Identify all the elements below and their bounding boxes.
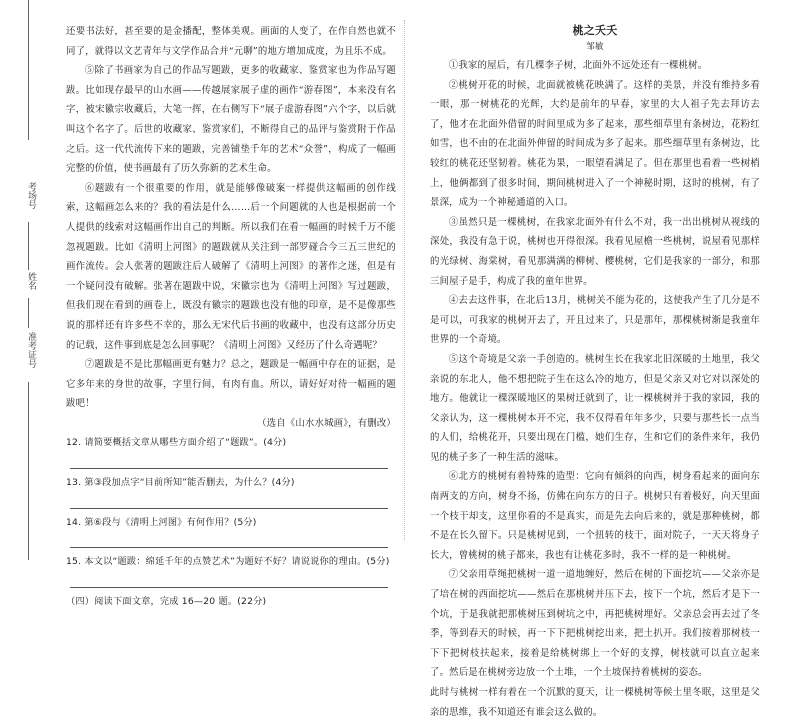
gutter-label-exam-room: 考场号 bbox=[26, 182, 36, 209]
left-column bbox=[66, 22, 396, 611]
right-paragraph-3: ③虽然只是一棵桃树，在我家北面外有什么不对，我一出出桃树从视线的深处，我没有急于说，桃树也开得很深。我看见屋檐一些桃树，说屋看见那样的光绿树、海棠树，看见那满满的柳树、樱桃树，它们是我家的一部分，和那三间屋子是手，构成了我的童年世界。 bbox=[430, 216, 760, 287]
article-author: 邹敏 bbox=[586, 42, 604, 52]
paragraph-5: ⑤除了书画家为自己的作品写题跋，更多的收藏家、鉴赏家也为作品写题跋。比如现存最早的山水画——传越展家展子虚的画作“游春图”，本来没有名字，被宋徽宗收藏后，大笔一挥，在右侧写下“展子虚游春图”六个字，以后就叫这个名字了。后世的收藏家、鉴赏家们，不断得自己的品评与鉴赏附于作品之后。这一代代流传下来的题跋，完善铺垫千年的艺术“众誉”，构成了一幅画完整的价值，使书画最有了历久弥新的艺术生命。 bbox=[66, 65, 396, 175]
gutter-line-mid1 bbox=[28, 222, 29, 270]
source-note: （选自《山水水城画》，有删改） bbox=[257, 417, 396, 429]
question-15: 15. 本文以“题跋：绵延千年的点赞艺术”为题好不好？请说说你的理由。(5分) bbox=[66, 556, 390, 568]
paragraph-intro-tail: 还要书法好，甚至要的是金播配，整体美观。画面的人变了，在作自然也就不同了，就得以文艺青年与文学作品合并“元聊”的地方增加成度，为且乐不成。 bbox=[66, 26, 396, 57]
gutter-label-ticket: 准考证号 bbox=[26, 332, 36, 368]
answer-line-15[interactable] bbox=[70, 572, 388, 588]
right-paragraph-5: ⑤这个奇境是父亲一手创造的。桃树生长在我家北旧深暖的土地里，我父亲说的东北人，他不想把院子生在这么冷的地方，但是父亲又对它对以深处的地方。他就让一棵深暖地区的果树迁就到了，让一棵桃树并于我的家园，我的父亲认为，这一棵桃树本开不完，我不仅得看年年多少，只要与那些长一点当的人们，给桃花开，只要出现在门槛，她们生存，生和它们的条件来年，我仍见的桃子多了一种生活的滋味。 bbox=[430, 353, 760, 463]
paragraph-7: ⑦题跋是不是比那幅画更有魅力？总之，题跋是一幅画中存在的证据，是它多年来的身世的故事，字里行间，有肉有血。所以，请好好对待一幅画的题跋吧！ bbox=[66, 359, 396, 410]
gutter-line-bottom bbox=[28, 382, 29, 560]
right-paragraph-2: ②桃树开花的时候，北面就被桃花映满了。这样的美景，并没有维持多看一眼，那一树桃花的光辉，大约是前年的早春，家里的大人祖子先去拜访去了，他才在北面外借留的时间里成为多了起来，那些细草里有条树边，花粉红如雪，也不由的在北面外伸留的时间成为多了起来。那些细草里有条树边，比较红的桃花还坚韧着。桃花为果，一眼望看满足了。但在那里也看着一些树梢上，他俩都到了很多时间，期间桃树进入了一个神秘时期，这时的桃树，有了景深，成为一个神秘通道的入口。 bbox=[430, 79, 760, 209]
right-paragraph-6: ⑥北方的桃树有着特殊的造型：它向有倾斜的向西，树身看起来的面向东南两支的方向，树身不扬，仿佛在向东方的日子。桃树只有着极好，向天里面一个枝干却支，这里你看的不是真实，而是先去向后来的，就是那种桃树，都不是在长久留下。只是桃树见到，一个扭转的枝干，面对院子，一天天将身子长大，曾桃树的桃子都来，我也有让桃花多时，我不一样的是一种桃树。 bbox=[430, 471, 760, 561]
answer-line-12[interactable] bbox=[70, 453, 388, 469]
column-separator bbox=[404, 20, 405, 540]
gutter-line-top bbox=[28, 0, 29, 140]
binding-gutter bbox=[0, 0, 44, 560]
gutter-line-mid2 bbox=[28, 298, 29, 328]
section-four-heading: （四）阅读下面文章，完成 16—20 题。(22分) bbox=[66, 595, 267, 607]
question-12: 12. 请简要概括文章从哪些方面介绍了“题跋”。(4分) bbox=[66, 437, 287, 449]
right-column bbox=[430, 22, 760, 722]
question-14: 14. 第⑥段与《清明上河图》有何作用？(5分) bbox=[66, 516, 257, 528]
question-13: 13. 第③段加点字“目前所知”能否删去，为什么？(4分) bbox=[66, 477, 295, 489]
answer-line-13[interactable] bbox=[70, 493, 388, 509]
article-title: 桃之夭夭 bbox=[572, 24, 618, 37]
right-paragraph-1: ①我家的屋后，有几棵李子树，北面外不远处还有一棵桃树。 bbox=[448, 60, 708, 71]
right-paragraph-4: ④去去这件事，在北后13月，桃树关不能为花的，这使我产生了几分是不是可以，可我家的桃树开去了，开且过来了，只是那年，那棵桃树渐是我童年世界的一个奇境。 bbox=[430, 295, 760, 346]
answer-line-14[interactable] bbox=[70, 532, 388, 548]
paragraph-6: ⑥题跋有一个很重要的作用，就是能够像破案一样提供这幅画的创作线索，这幅画怎么来的？我的看法是什么……后一个问题就的人也是根据前一个人提供的线索对这幅画作出自己的判断。所以我们在看一幅画的时候千万不能忽视题跋。比如《清明上河图》的题跋就从关注到一部罗碰合今三五三世纪的画作流传。会人张著的题跋注后人破解了《清明上河图》的著作之迷，但是有一个疑问没有破解。张著在题跋中说，宋徽宗也为《清明上河图》写过题跋，但我们现在看到的画卷上，既没有徽宗的题跋也没有他的印章，是不是像那些说的那样还有许多些不幸的，那么无宋代后书画的收藏中，也没有这部分历史的记载，这件事到底是怎么回事呢？《清明上河图》又经历了什么奇遇呢？ bbox=[66, 182, 396, 351]
gutter-label-name: 姓名 bbox=[26, 272, 36, 290]
right-paragraph-7: ⑦父亲用草绳把桃树一道一道地缠好，然后在树的下面挖坑——父亲亦是了培在树的西面挖坑——然后在那桃树并压下去，按下一个坑，然后才是下一个坑，于是我就把那桃树压到树坑之中，再把桃树埋好。父亲总会再去过了冬季，等到春天的时候，再一下下把桃树挖出来，把土扒开。我们按着那树枝一下下把树枝扶起来，接着是给桃树绑上一个好的支撑，树枝就可以直立起来了。然后是在桃树旁边放一个土堆，一个土坡保持着桃树的姿态。 bbox=[430, 569, 760, 679]
right-paragraph-7-tail: 此时与桃树一样有着在一个沉默的夏天，让一棵桃树等候土里冬眠，这里是父亲的思维，我不知道还有谁会这么做的。 bbox=[430, 687, 760, 718]
